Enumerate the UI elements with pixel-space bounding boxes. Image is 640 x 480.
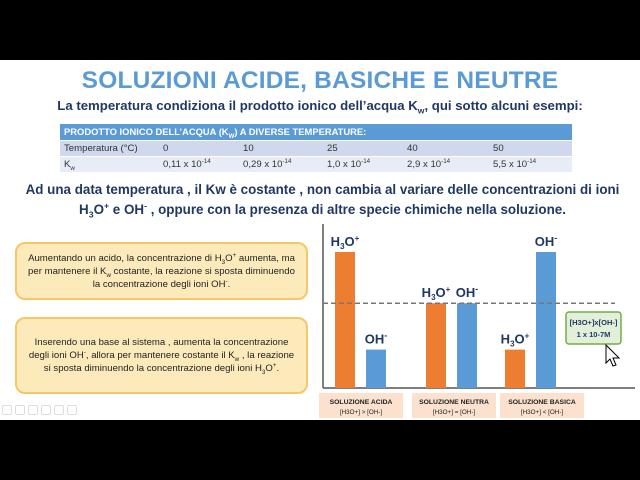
table-row — [60, 140, 572, 156]
kw-mantissa: 2,9 x 10 — [407, 158, 442, 170]
kw-mantissa: 0,29 x 10 — [243, 158, 283, 170]
bar-oh-2 — [536, 252, 556, 388]
concentration-chart — [315, 220, 640, 420]
category-label: SOLUZIONE NEUTRA — [419, 399, 489, 406]
header-text: PRODOTTO IONICO DELL’ACQUA (K — [64, 126, 229, 138]
temp-cell: 0 — [159, 140, 239, 156]
kw-mantissa: 1,0 x 10 — [327, 158, 362, 170]
acid-note-text — [27, 252, 296, 291]
mouse-cursor-icon — [606, 345, 619, 366]
acid-note-box — [15, 242, 308, 300]
bar-oh-0 — [366, 350, 386, 388]
note-text: O — [225, 252, 233, 264]
kw-cell — [323, 156, 403, 172]
category-condition: [H3O+] = [OH-] — [432, 409, 476, 416]
note-sup: + — [232, 251, 237, 259]
temp-cell: 10 — [239, 140, 323, 156]
table-row — [60, 156, 572, 172]
temp-cell: 50 — [489, 140, 572, 156]
prev-slide-icon[interactable] — [2, 405, 12, 415]
kw-cell — [403, 156, 489, 172]
para-text: Ad una data temperatura , il Kw è costante , non cambia al variare delle concentrazioni di ioni H — [25, 182, 620, 217]
row-label-temperature: Temperatura (°C) — [60, 140, 159, 156]
kw-callout-line1: [H3O+]x[OH-] — [569, 318, 618, 327]
note-sub: 3 — [261, 368, 266, 376]
kw-paragraph — [10, 180, 635, 220]
kw-mantissa: 5,5 x 10 — [493, 158, 528, 170]
kw-table — [60, 124, 572, 172]
kw-label: K — [64, 158, 71, 170]
kw-cell — [489, 156, 572, 172]
slide — [0, 60, 640, 420]
kw-exponent: -14 — [361, 157, 371, 165]
kw-exponent: -14 — [201, 157, 211, 165]
subtitle-text: La temperatura condiziona il prodotto ionico dell’acqua K — [57, 98, 418, 113]
header-text-end: ) A DIVERSE TEMPERATURE: — [234, 126, 367, 138]
note-text: aumenta, ma per mantenere il K — [28, 252, 295, 277]
note-text: , allora per mantenere costante il K — [85, 350, 235, 361]
kw-exponent: -14 — [282, 157, 292, 165]
next-slide-icon[interactable] — [15, 405, 25, 415]
para-text: , oppure con la presenza di altre specie chimiche nella soluzione. — [146, 202, 566, 217]
bar-label-h3o: $H_3O^+$ — [500, 331, 530, 349]
zoom-icon[interactable] — [54, 405, 64, 415]
kw-callout-line2: 1 x 10-7M — [576, 330, 611, 339]
note-text: Aumentando un acido, la concentrazione di H — [28, 252, 222, 264]
bar-label-oh: OH- — [534, 233, 558, 249]
note-text: O — [265, 363, 273, 374]
kw-table-header — [60, 124, 572, 140]
bar-oh-1 — [457, 303, 477, 388]
base-note-box — [15, 317, 308, 394]
kw-cell — [159, 156, 239, 172]
kw-label-sub: w — [70, 164, 75, 172]
category-label: SOLUZIONE BASICA — [508, 399, 576, 406]
slide-title: SOLUZIONI ACIDE, BASICHE E NEUTRE — [81, 67, 559, 94]
category-condition: [H3O+] > [OH-] — [339, 409, 383, 416]
note-sup: + — [272, 361, 277, 369]
para-sup: - — [144, 200, 147, 211]
more-icon[interactable] — [67, 405, 77, 415]
bar-h3o-0 — [335, 252, 355, 388]
bar-h3o-2 — [505, 350, 525, 388]
row-label-kw — [60, 156, 159, 172]
kw-cell — [239, 156, 323, 172]
temp-cell: 25 — [323, 140, 403, 156]
subtitle-text-end: , qui sotto alcuni esempi: — [424, 98, 583, 113]
slide-controls[interactable] — [2, 405, 77, 415]
bar-h3o-1 — [426, 303, 446, 388]
para-text: e OH — [109, 202, 145, 217]
para-sub: 3 — [88, 209, 94, 220]
kw-exponent: -14 — [527, 157, 537, 165]
category-label: SOLUZIONE ACIDA — [329, 399, 393, 406]
category-condition: [H3O+] < [OH-] — [520, 409, 564, 416]
slide-subtitle — [0, 98, 640, 116]
header-sub: W — [228, 133, 235, 141]
temp-cell: 40 — [403, 140, 489, 156]
pen-icon[interactable] — [28, 405, 38, 415]
note-text: costante, la reazione si sposta diminuendo la concentrazione degli ioni OH — [92, 265, 295, 290]
bar-label-oh: OH- — [364, 330, 388, 347]
base-note-text — [27, 336, 296, 375]
note-text: . — [227, 278, 231, 290]
bar-label-h3o: $H_3O^+$ — [330, 234, 360, 251]
kw-exponent: -14 — [441, 157, 451, 165]
note-text: Inserendo una base al sistema , aumenta la concentrazione degli ioni OH — [28, 337, 289, 361]
note-sub: 3 — [221, 258, 226, 266]
note-sub: w — [234, 355, 240, 363]
bar-label-h3o: $H_3O^+$ — [421, 285, 451, 303]
para-sup: + — [103, 200, 110, 211]
bar-label-oh: OH- — [455, 284, 479, 301]
subtitle-sub: w — [417, 105, 425, 116]
note-sup: - — [83, 348, 86, 356]
kw-mantissa: 0,11 x 10 — [163, 158, 202, 170]
note-sub: w — [106, 271, 111, 279]
note-text: . — [276, 363, 280, 374]
note-sup: - — [225, 277, 228, 285]
para-text: O — [93, 202, 104, 217]
kw-callout-box — [566, 312, 621, 344]
note-text: , la reazione si sposta diminuendo la concentrazione degli ioni H — [43, 350, 295, 374]
gallery-icon[interactable] — [41, 405, 51, 415]
